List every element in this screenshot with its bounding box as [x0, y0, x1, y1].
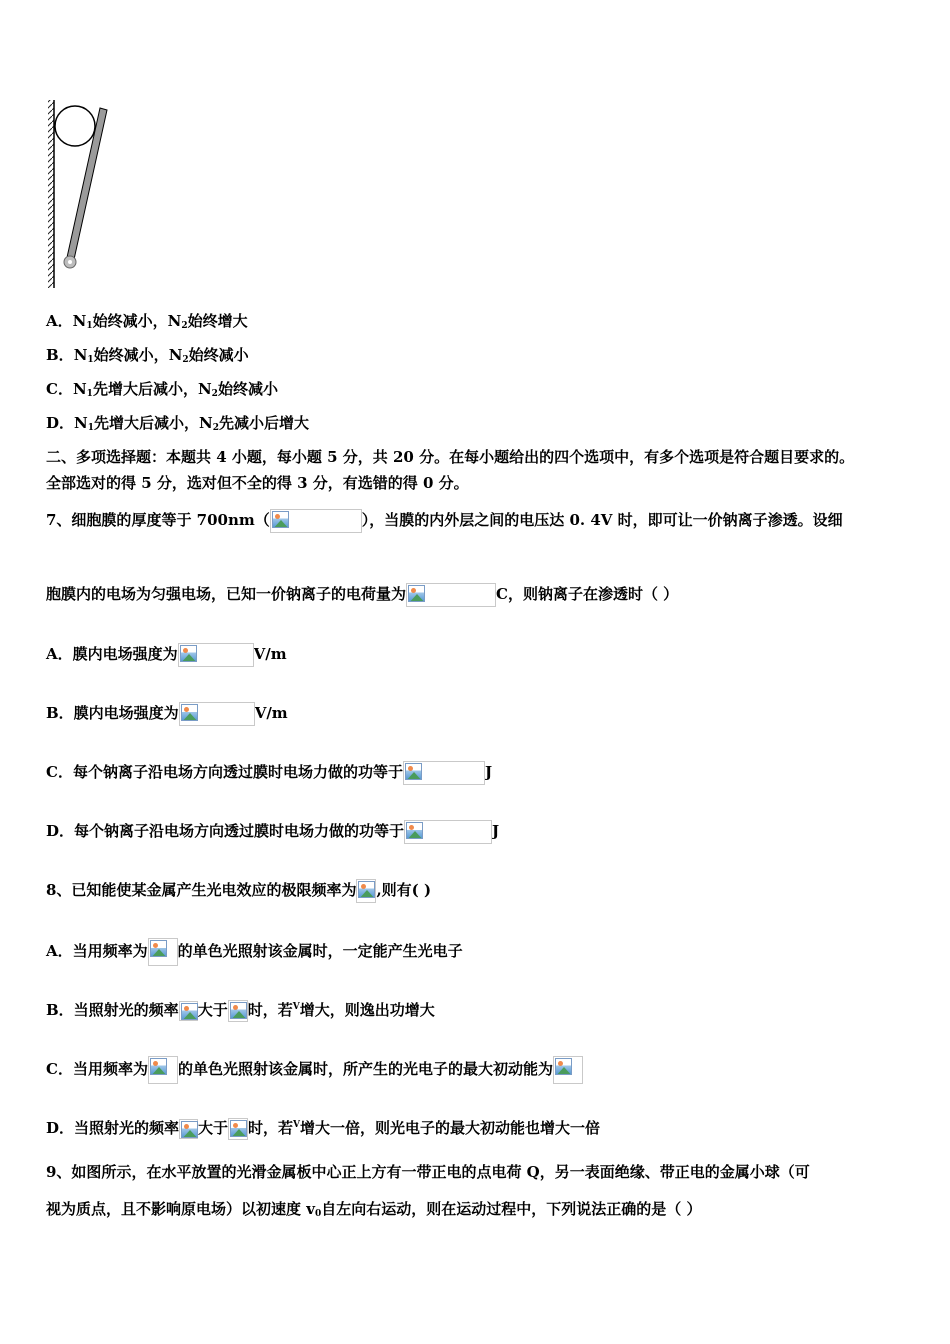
formula-image-placeholder: [406, 583, 496, 607]
q8-option-b: B．当照射光的频率 大于 时，若$^V$增大，则逸出功增大: [46, 997, 435, 1022]
q8-stem: 8、已知能使某金属产生光电效应的极限频率为 ,则有( ): [46, 879, 431, 903]
broken-image-icon: [405, 763, 422, 780]
q9-stem-line1: 9、如图所示，在水平放置的光滑金属板中心正上方有一带正电的点电荷 Q，另一表面绝缘、带正电的金属小球（可: [46, 1163, 810, 1181]
broken-image-icon: [180, 645, 197, 662]
q9-stem-line2: 视为质点，且不影响原电场）以初速度 $v_0$自左向右运动，则在运动过程中，下列说法正确的是（ ）: [46, 1200, 702, 1219]
formula-image-placeholder: [178, 643, 254, 667]
formula-image-placeholder: [179, 1119, 198, 1139]
q7-stem-line1: 7、细胞膜的厚度等于 700nm（ ），当膜的内外层之间的电压达 0. 4V 时，即可让一价钠离子渗透。设细: [46, 509, 843, 533]
formula-image-placeholder: [553, 1056, 583, 1084]
broken-image-icon: [181, 704, 198, 721]
broken-image-icon: [230, 1120, 247, 1137]
broken-image-icon: [406, 822, 423, 839]
formula-image-placeholder: [404, 820, 492, 844]
formula-image-placeholder: [270, 509, 362, 533]
section2-instructions-line2: 全部选对的得 5 分，选对但不全的得 3 分，有选错的得 0 分。: [46, 474, 469, 492]
formula-image-placeholder: [228, 1000, 248, 1022]
q6-option-a: A．$N_1$始终减小，$N_2$始终增大: [46, 312, 248, 331]
q8-option-c: C．当用频率为 的单色光照射该金属时，所产生的光电子的最大初动能为: [46, 1056, 583, 1084]
q7-option-a: A．膜内电场强度为 V/m: [46, 643, 287, 667]
wall-ball-board-figure: [40, 98, 120, 293]
q8-option-a: A．当用频率为 的单色光照射该金属时，一定能产生光电子: [46, 938, 463, 966]
broken-image-icon: [230, 1002, 247, 1019]
formula-image-placeholder: [179, 702, 255, 726]
formula-image-placeholder: [228, 1118, 248, 1140]
formula-image-placeholder: [356, 879, 376, 903]
q6-option-c: C．$N_1$先增大后减小，$N_2$始终减小: [46, 380, 278, 399]
broken-image-icon: [150, 940, 167, 957]
q8-option-d: D．当照射光的频率 大于 时，若$^V$增大一倍，则光电子的最大初动能也增大一倍: [46, 1115, 600, 1140]
broken-image-icon: [150, 1058, 167, 1075]
formula-image-placeholder: [148, 938, 178, 966]
section2-instructions-line1: 二、多项选择题：本题共 4 小题，每小题 5 分，共 20 分。在每小题给出的四个选项中，有多个选项是符合题目要求的。: [46, 448, 855, 466]
q6-option-d: D．$N_1$先增大后减小，$N_2$先减小后增大: [46, 414, 310, 433]
broken-image-icon: [408, 585, 425, 602]
broken-image-icon: [272, 511, 289, 528]
q7-option-d: D．每个钠离子沿电场方向透过膜时电场力做的功等于 J: [46, 820, 499, 844]
broken-image-icon: [181, 1003, 198, 1020]
q7-option-b: B．膜内电场强度为 V/m: [46, 702, 288, 726]
broken-image-icon: [555, 1058, 572, 1075]
q6-option-b: B．$N_1$始终减小，$N_2$始终减小: [46, 346, 249, 365]
q7-stem-line2: 胞膜内的电场为匀强电场，已知一价钠离子的电荷量为 C，则钠离子在渗透时（ ）: [46, 583, 678, 607]
formula-image-placeholder: [148, 1056, 178, 1084]
broken-image-icon: [181, 1121, 198, 1138]
broken-image-icon: [358, 881, 375, 898]
option-label: A．: [46, 312, 73, 330]
formula-image-placeholder: [403, 761, 485, 785]
formula-image-placeholder: [179, 1001, 198, 1021]
q7-option-c: C．每个钠离子沿电场方向透过膜时电场力做的功等于 J: [46, 761, 492, 785]
